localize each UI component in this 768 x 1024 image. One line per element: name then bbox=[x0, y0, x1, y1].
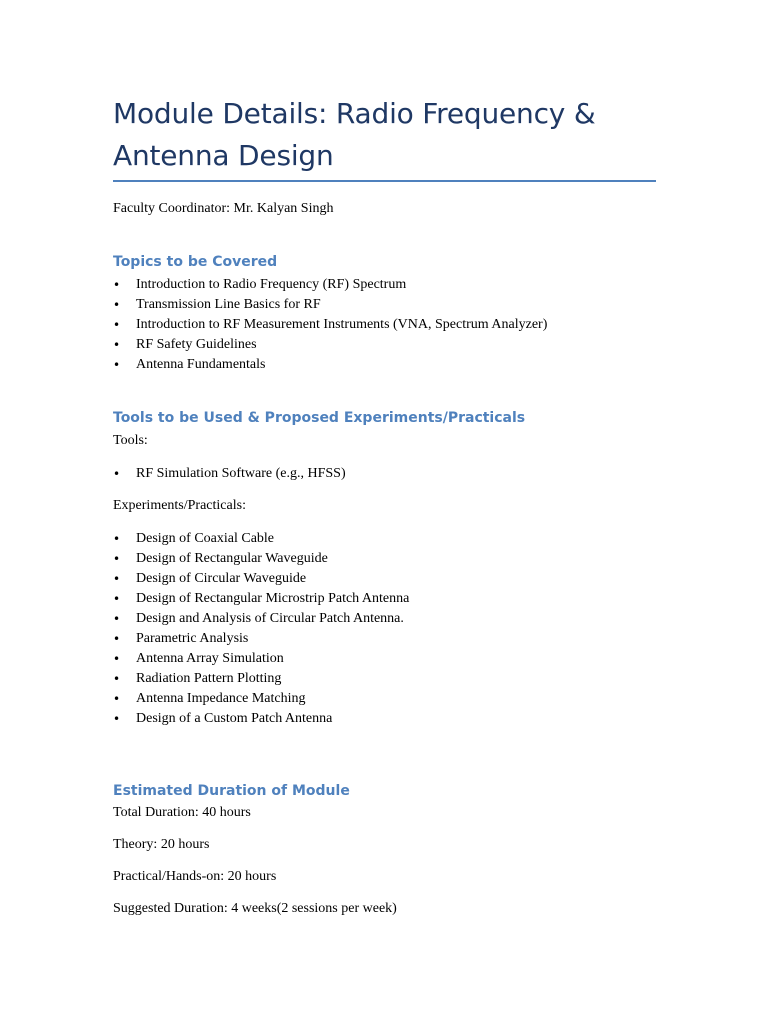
bullet-icon: • bbox=[113, 338, 121, 352]
topic-item bbox=[113, 295, 547, 315]
tool-item bbox=[113, 464, 346, 484]
topics-heading: Topics to be Covered bbox=[113, 254, 278, 270]
suggested-duration: Suggested Duration: 4 weeks(2 sessions per week) bbox=[113, 901, 397, 916]
list-item-text: Parametric Analysis bbox=[136, 631, 249, 646]
list-item-text: Design of Rectangular Microstrip Patch Antenna bbox=[136, 591, 410, 606]
topic-item bbox=[113, 355, 547, 375]
list-item-text: Introduction to Radio Frequency (RF) Spectrum bbox=[136, 277, 407, 292]
bullet-icon: • bbox=[113, 467, 121, 481]
bullet-icon: • bbox=[113, 552, 121, 566]
bullet-icon: • bbox=[113, 532, 121, 546]
bullet-icon: • bbox=[113, 652, 121, 666]
bullet-icon: • bbox=[113, 712, 121, 726]
tools-list bbox=[113, 464, 346, 484]
total-duration: Total Duration: 40 hours bbox=[113, 805, 251, 820]
experiment-item bbox=[113, 589, 409, 609]
list-item-text: Antenna Array Simulation bbox=[136, 651, 284, 666]
bullet-icon: • bbox=[113, 672, 121, 686]
topics-list bbox=[113, 275, 547, 375]
experiment-item bbox=[113, 689, 409, 709]
title-underline-divider bbox=[113, 180, 656, 182]
experiment-item bbox=[113, 529, 409, 549]
bullet-icon: • bbox=[113, 358, 121, 372]
bullet-icon: • bbox=[113, 318, 121, 332]
bullet-icon: • bbox=[113, 632, 121, 646]
experiment-item bbox=[113, 609, 409, 629]
list-item-text: RF Safety Guidelines bbox=[136, 337, 257, 352]
experiments-label: Experiments/Practicals: bbox=[113, 498, 246, 513]
theory-duration: Theory: 20 hours bbox=[113, 837, 210, 852]
list-item-text: Transmission Line Basics for RF bbox=[136, 297, 321, 312]
list-item-text: Radiation Pattern Plotting bbox=[136, 671, 282, 686]
duration-heading: Estimated Duration of Module bbox=[113, 783, 350, 799]
topic-item bbox=[113, 275, 547, 295]
bullet-icon: • bbox=[113, 572, 121, 586]
page-title: Module Details: Radio Frequency & Antenna Design bbox=[113, 97, 596, 172]
experiment-item bbox=[113, 709, 409, 729]
experiment-item bbox=[113, 549, 409, 569]
bullet-icon: • bbox=[113, 298, 121, 312]
bullet-icon: • bbox=[113, 278, 121, 292]
topic-item bbox=[113, 315, 547, 335]
list-item-text: Design and Analysis of Circular Patch Antenna. bbox=[136, 611, 404, 626]
experiment-item bbox=[113, 649, 409, 669]
list-item-text: Antenna Fundamentals bbox=[136, 357, 266, 372]
experiments-list bbox=[113, 529, 409, 729]
practical-duration: Practical/Hands-on: 20 hours bbox=[113, 869, 277, 884]
tools-label: Tools: bbox=[113, 433, 148, 448]
list-item-text: Antenna Impedance Matching bbox=[136, 691, 306, 706]
tools-experiments-heading: Tools to be Used & Proposed Experiments/Practicals bbox=[113, 410, 526, 426]
bullet-icon: • bbox=[113, 592, 121, 606]
faculty-coordinator: Faculty Coordinator: Mr. Kalyan Singh bbox=[113, 201, 334, 216]
list-item-text: Design of Coaxial Cable bbox=[136, 531, 275, 546]
document-page bbox=[113, 0, 658, 1024]
list-item-text: Design of a Custom Patch Antenna bbox=[136, 711, 333, 726]
list-item-text: Design of Circular Waveguide bbox=[136, 571, 307, 586]
list-item-text: RF Simulation Software (e.g., HFSS) bbox=[136, 466, 346, 481]
experiment-item bbox=[113, 569, 409, 589]
experiment-item bbox=[113, 629, 409, 649]
list-item-text: Design of Rectangular Waveguide bbox=[136, 551, 328, 566]
bullet-icon: • bbox=[113, 612, 121, 626]
experiment-item bbox=[113, 669, 409, 689]
list-item-text: Introduction to RF Measurement Instruments (VNA, Spectrum Analyzer) bbox=[136, 317, 548, 332]
bullet-icon: • bbox=[113, 692, 121, 706]
topic-item bbox=[113, 335, 547, 355]
